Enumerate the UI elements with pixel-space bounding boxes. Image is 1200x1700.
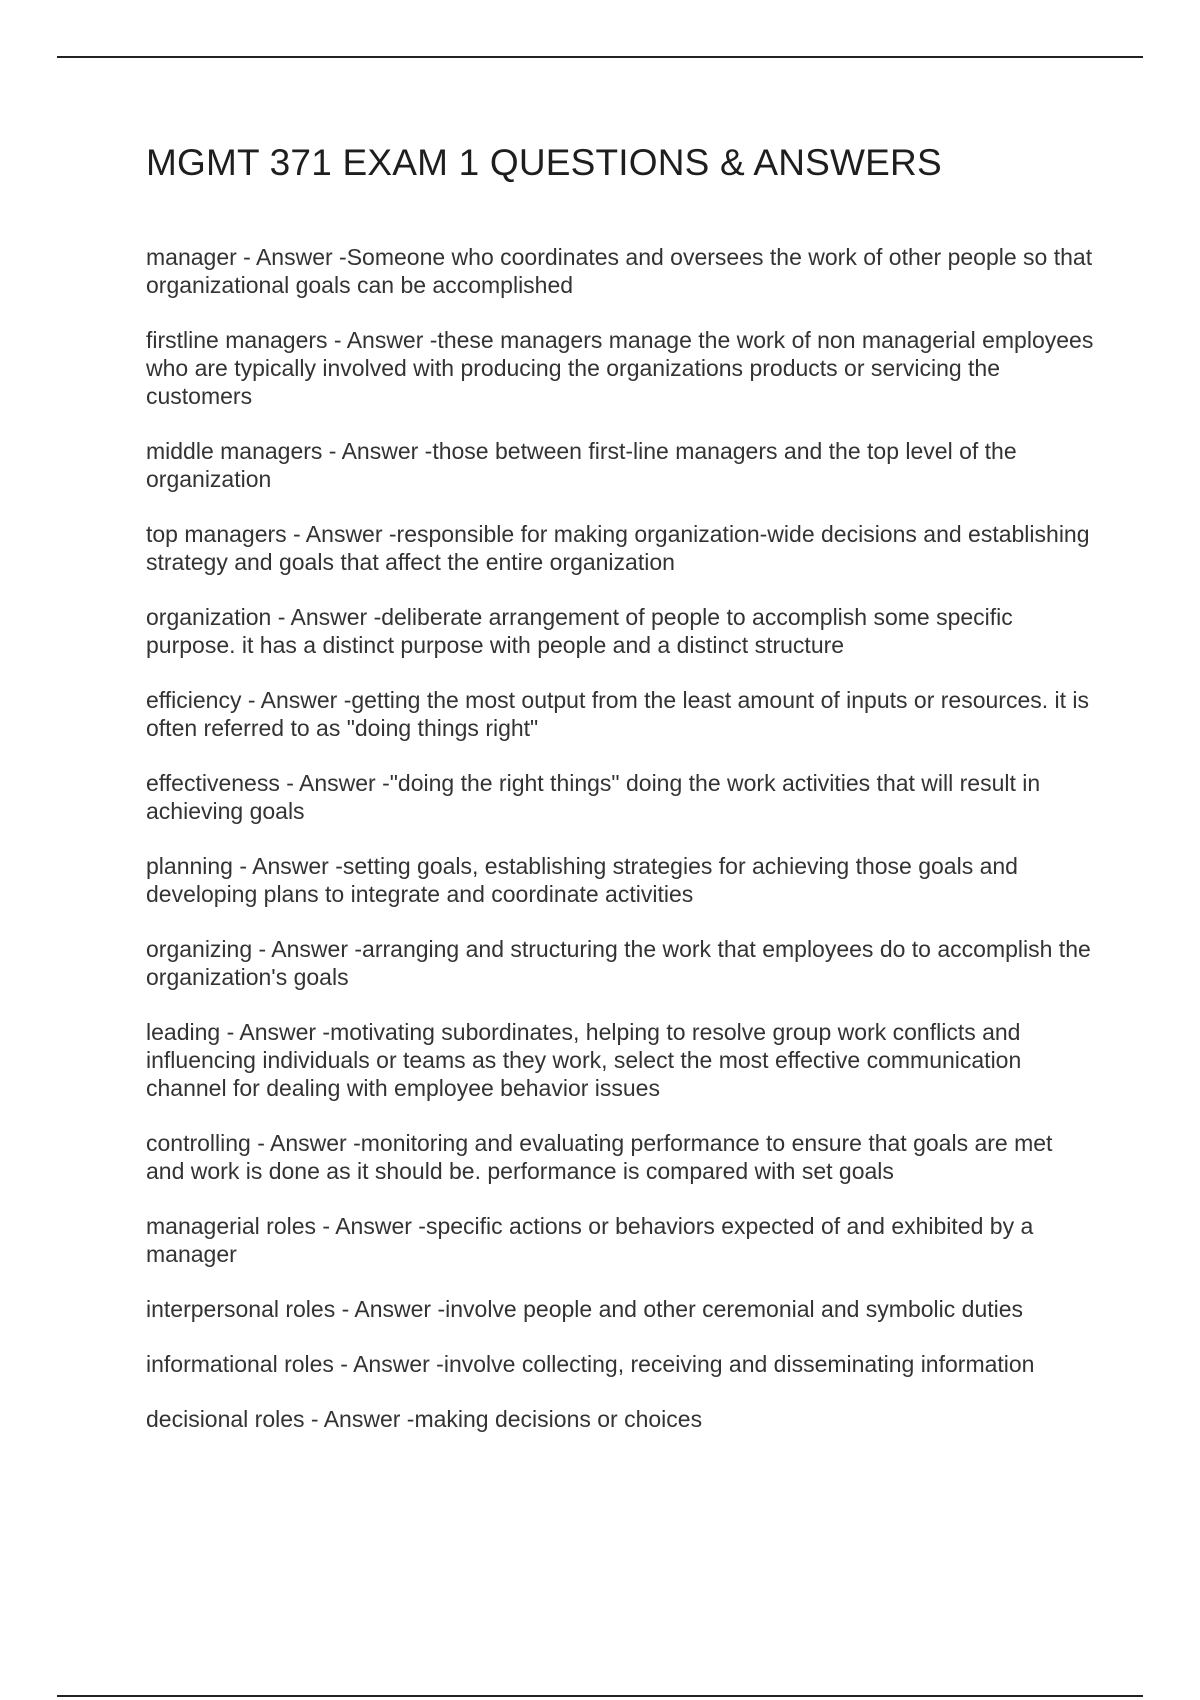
qa-item-organization: organization - Answer -deliberate arrangement of people to accomplish some specific purpose. it has a distinct purpose with people and a distinct structure: [146, 604, 1013, 658]
qa-item-controlling: controlling - Answer -monitoring and evaluating performance to ensure that goals are met and work is done as it should be. performance is compared with set goals: [146, 1130, 1053, 1184]
qa-item-top-managers: top managers - Answer -responsible for making organization-wide decisions and establishing strategy and goals that affect the entire organization: [146, 521, 1090, 575]
qa-item-firstline-managers: firstline managers - Answer -these managers manage the work of non managerial employees who are typically involved with producing the organizations products or servicing the customers: [146, 327, 1094, 409]
qa-list: [146, 243, 1096, 1460]
qa-item-managerial-roles: managerial roles - Answer -specific actions or behaviors expected of and exhibited by a manager: [146, 1213, 1034, 1267]
qa-item-interpersonal-roles: interpersonal roles - Answer -involve people and other ceremonial and symbolic duties: [146, 1296, 1024, 1322]
qa-item-effectiveness: effectiveness - Answer -"doing the right things" doing the work activities that will result in achieving goals: [146, 770, 1041, 824]
qa-item-decisional-roles: decisional roles - Answer -making decisions or choices: [146, 1406, 703, 1432]
footer-rule: [57, 1695, 1143, 1697]
qa-item-organizing: organizing - Answer -arranging and structuring the work that employees do to accomplish the organization's goals: [146, 936, 1091, 990]
qa-item-leading: leading - Answer -motivating subordinates, helping to resolve group work conflicts and influencing individuals or teams as they work, select the most effective communication channel for dealing with employee behavior issues: [146, 1019, 1022, 1101]
qa-item-middle-managers: middle managers - Answer -those between first-line managers and the top level of the organization: [146, 438, 1017, 492]
header-rule: [57, 56, 1143, 58]
qa-item-informational-roles: informational roles - Answer -involve collecting, receiving and disseminating information: [146, 1351, 1035, 1377]
qa-item-manager: manager - Answer -Someone who coordinates and oversees the work of other people so that organizational goals can be accomplished: [146, 244, 1093, 298]
qa-item-efficiency: efficiency - Answer -getting the most output from the least amount of inputs or resources. it is often referred to as "doing things right": [146, 687, 1090, 741]
qa-item-planning: planning - Answer -setting goals, establishing strategies for achieving those goals and developing plans to integrate and coordinate activities: [146, 853, 1018, 907]
page-title: MGMT 371 EXAM 1 QUESTIONS & ANSWERS: [146, 142, 942, 183]
